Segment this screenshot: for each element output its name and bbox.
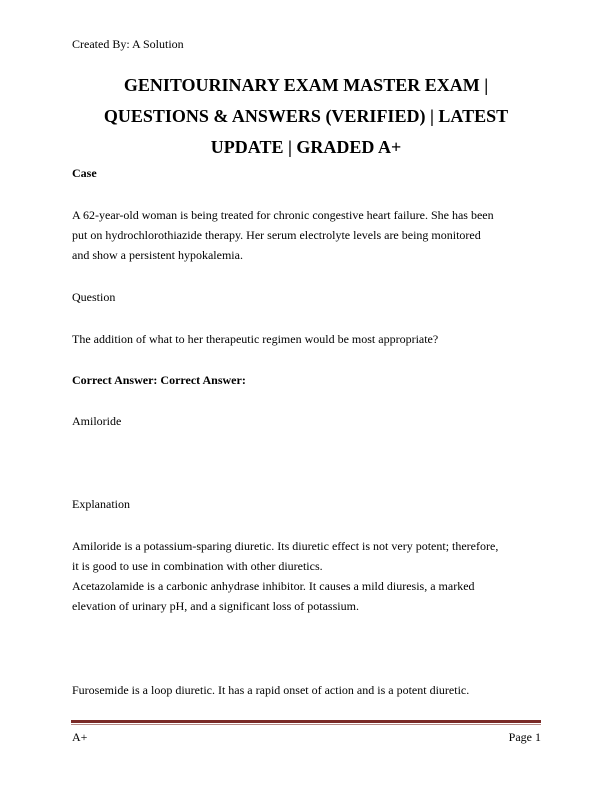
created-by-header: Created By: A Solution <box>72 37 184 51</box>
case-heading: Case <box>72 166 97 180</box>
title-line-2: QUESTIONS & ANSWERS (VERIFIED) | LATEST <box>103 106 509 126</box>
correct-answer-text: Amiloride <box>72 414 122 428</box>
case-line-2: put on hydrochlorothiazide therapy. Her serum electrolyte levels are being monitored <box>72 228 481 242</box>
furosemide-text: Furosemide is a loop diuretic. It has a rapid onset of action and is a potent diuretic. <box>72 683 470 697</box>
footer-rule <box>71 720 541 723</box>
question-heading: Question <box>72 290 116 304</box>
case-paragraph <box>72 205 542 265</box>
footer-rule-thin <box>71 724 541 725</box>
explanation-paragraph <box>72 536 542 616</box>
title-line-3: UPDATE | GRADED A+ <box>210 137 402 157</box>
correct-answer-heading: Correct Answer: Correct Answer: <box>72 373 246 387</box>
explanation-line-3: Acetazolamide is a carbonic anhydrase inhibitor. It causes a mild diuresis, a marked <box>72 579 475 593</box>
footer-grade: A+ <box>72 730 88 744</box>
case-line-1: A 62-year-old woman is being treated for chronic congestive heart failure. She has been <box>72 208 494 222</box>
explanation-line-4: elevation of urinary pH, and a significant loss of potassium. <box>72 599 359 613</box>
explanation-heading: Explanation <box>72 497 130 511</box>
explanation-line-2: it is good to use in combination with other diuretics. <box>72 559 323 573</box>
page-number: Page 1 <box>508 730 541 744</box>
case-line-3: and show a persistent hypokalemia. <box>72 248 243 262</box>
title-line-1: GENITOURINARY EXAM MASTER EXAM | <box>123 75 489 95</box>
explanation-line-1: Amiloride is a potassium-sparing diuretic. Its diuretic effect is not very potent; therefore, <box>72 539 499 553</box>
question-text: The addition of what to her therapeutic regimen would be most appropriate? <box>72 332 439 346</box>
page-title <box>60 70 552 163</box>
